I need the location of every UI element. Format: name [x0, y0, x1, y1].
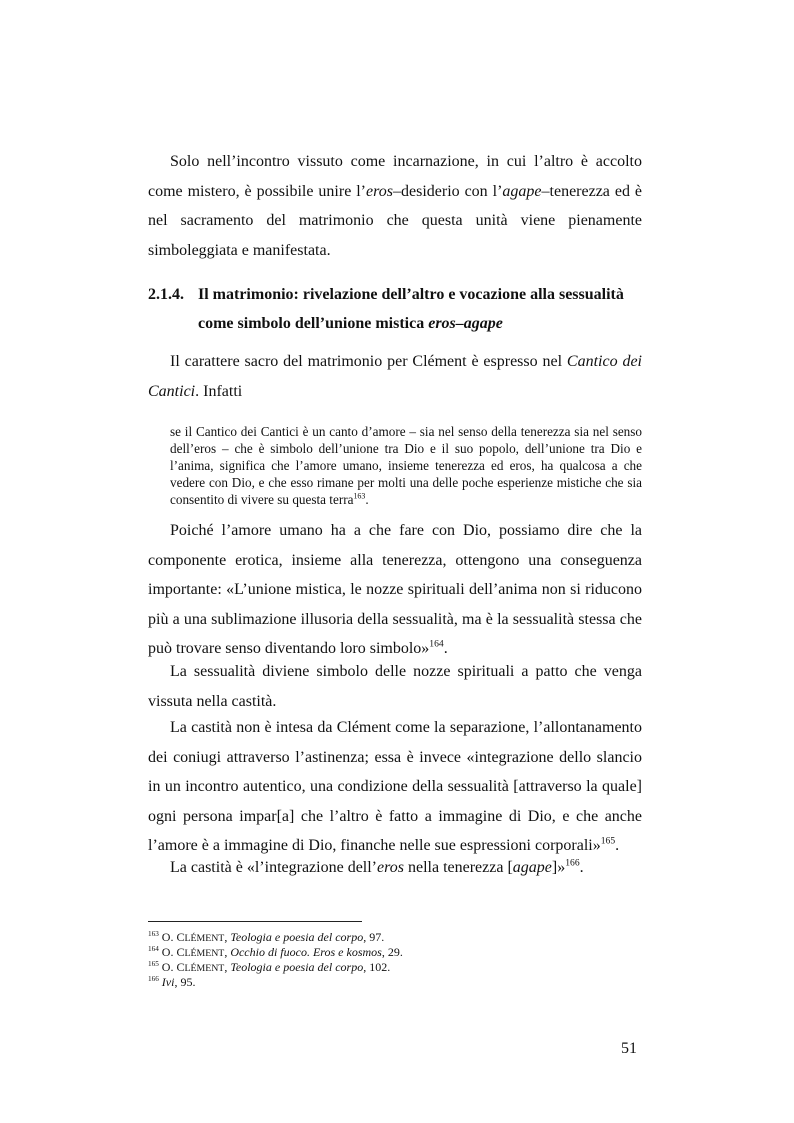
footnote-166: $^{166}$ Ivi, 95.: [148, 975, 196, 989]
footnote-ref-166: 166: [565, 857, 580, 869]
paragraph-integrazione: La castità è «l’integrazione dell’eros nella tenerezza [agape]»$^{166}$.: [170, 857, 584, 876]
page-number: 51: [621, 1040, 637, 1057]
section-number: 2.1.4.: [148, 286, 184, 303]
paragraph-castita: La castità non è intesa da Clément come la separazione, l’allontanamento dei coniugi attraverso l’astinenza; essa è invece «integrazione dello slancio in un incontro autentico, una condizione della sessualità [attraverso la quale] ogni persona impar[a] che l’altro è fatto a immagine di Dio, e che anche l’amore è a immagine di Dio, finanche nelle sue espressioni corporali»$^{165}$.: [148, 719, 642, 855]
footnote-ref-165: 165: [600, 836, 616, 848]
heading-line-2: come simbolo dell’unione mistica eros–agape: [198, 315, 503, 332]
footnote-ref-163: 163: [353, 491, 366, 501]
heading-line-1: Il matrimonio: rivelazione dell’altro e vocazione alla sessualità: [198, 286, 624, 303]
section-heading: [148, 280, 642, 338]
paragraph-amore-umano: Poiché l’amore umano ha a che fare con Dio, possiamo dire che la componente erotica, insieme alla tenerezza, ottengono una conseguenza importante: «L’unione mistica, le nozze spirituali dell’anima non si riducono più a una sublimazione illusoria della sessualità, ma è la sessualità stessa che può trovare senso diventando loro simbolo»$^{164}$.: [148, 522, 642, 658]
footnote-163: $^{163}$ O. CLÉMENT, Teologia e poesia del corpo, 97.: [148, 930, 385, 944]
paragraph-sessualita: La sessualità diviene simbolo delle nozze spirituali a patto che venga vissuta nella castità.: [148, 663, 642, 710]
footnote-ref-164: 164: [429, 639, 444, 651]
footnote-164: $^{164}$ O. CLÉMENT, Occhio di fuoco. Eros e kosmos, 29.: [148, 945, 403, 959]
block-quote: se il Cantico dei Cantici è un canto d’amore – sia nel senso della tenerezza sia nel senso dell’eros – che è simbolo dell’unione tra Dio e il suo popolo, dell’unione tra Dio e l’anima, significa che l’amore umano, insieme tenerezza ed eros, ha qualcosa a che vedere con Dio, e che esso rimane per molti una delle poche esperienze mistiche che sia consentito di vivere su questa terra$^{163}$.: [170, 424, 642, 507]
footnote-separator: [148, 921, 362, 922]
intro-paragraph: Solo nell’incontro vissuto come incarnazione, in cui l’altro è accolto come mistero, è possibile unire l’eros–desiderio con l’agape–tenerezza ed è nel sacramento del matrimonio che questa unità viene pienamente simboleggiata e manifestata.: [148, 153, 642, 259]
footnote-165: $^{165}$ O. CLÉMENT, Teologia e poesia del corpo, 102.: [148, 960, 391, 974]
paragraph-cantico: Il carattere sacro del matrimonio per Clément è espresso nel Cantico dei Cantici. Infatti: [148, 353, 642, 400]
